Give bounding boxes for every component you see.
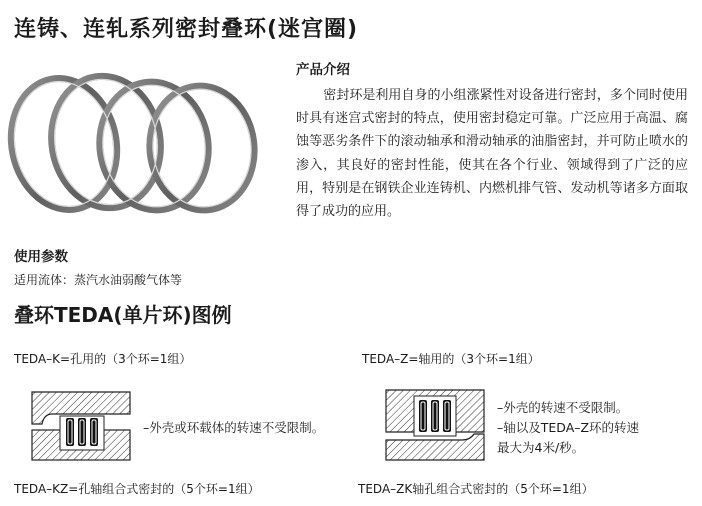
- diagrams-heading: 叠环TEDA(单片环)图例: [14, 303, 232, 327]
- teda-k-diagram: [30, 390, 132, 462]
- intro-heading: 产品介绍: [296, 62, 350, 78]
- teda-z-label: TEDA–Z=轴用的（3个环=1组）: [362, 352, 540, 366]
- teda-k-label: TEDA–K=孔用的（3个环=1组）: [14, 352, 192, 366]
- intro-body: 密封环是利用自身的小组涨紧性对设备进行密封，多个同时使用时具有迷宫式密封的特点，使用密封稳定可靠。广泛应用于高温、腐蚀等恶劣条件下的滚动轴承和滑动轴承的油脂密封，并可防止喷水的渗入，其良好的密封性能，使其在各个行业、领域得到了广泛的应用，特别是在钢铁企业连铸机、内燃机排气管、发动机等诸多方面取得了成功的应用。: [296, 88, 688, 220]
- teda-kz-label: TEDA–KZ=孔轴组合式密封的（5个环=1组）: [14, 482, 260, 496]
- sealing-rings-photo: [2, 66, 264, 218]
- teda-k-note: –外壳或环载体的转速不受限制。: [143, 420, 325, 435]
- page-title: 连铸、连轧系列密封叠环(迷宫圈): [14, 17, 359, 42]
- teda-z-diagram: [384, 388, 486, 462]
- teda-z-note-2: –轴以及TEDA–Z环的转速: [497, 420, 640, 435]
- params-heading: 使用参数: [14, 249, 68, 265]
- params-fluid: 适用流体：蒸汽水油弱酸气体等: [14, 273, 183, 287]
- teda-z-note-1: –外壳的转速不受限制。: [497, 400, 629, 415]
- teda-zk-label: TEDA–ZK轴孔组合式密封的（5个环=1组）: [358, 482, 594, 496]
- teda-z-note-3: 最大为4米/秒。: [497, 440, 585, 455]
